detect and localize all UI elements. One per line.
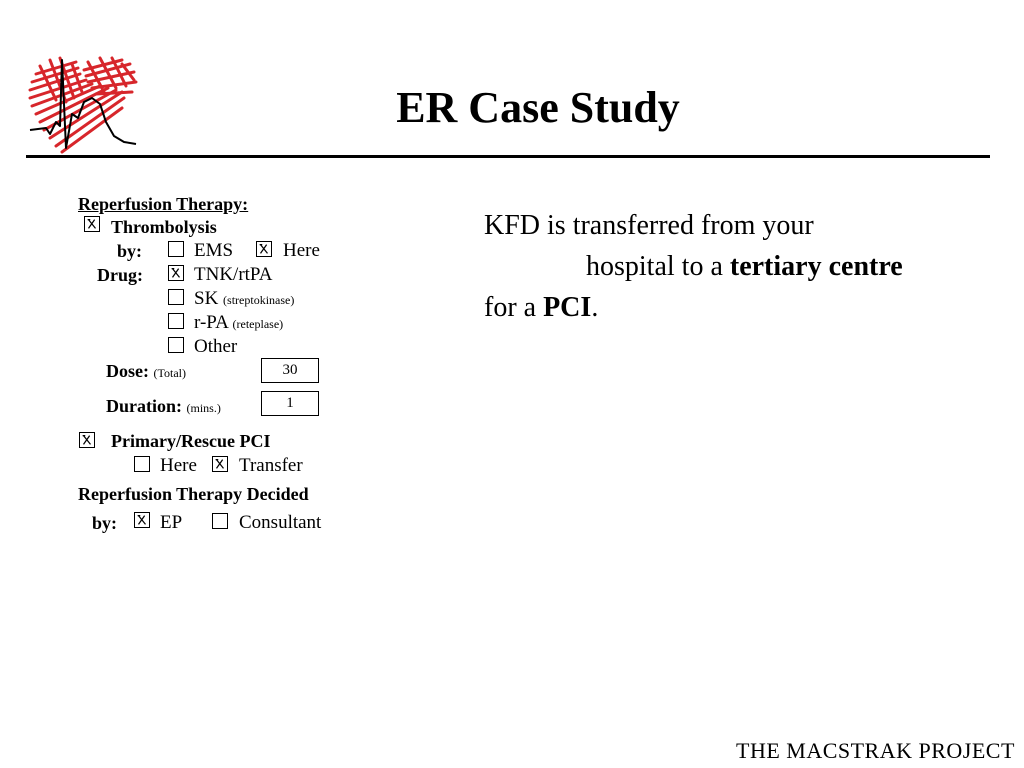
consultant-checkbox[interactable] [212,513,228,529]
narrative-line-3 [484,287,984,328]
dose-field-label [106,361,186,382]
narrative-line-1: KFD is transferred from your [484,210,814,241]
decided-heading: Reperfusion Therapy Decided [78,484,309,504]
ems-checkbox[interactable] [168,241,184,257]
rpa-checkbox[interactable] [168,313,184,329]
check-x-icon [257,242,271,256]
page-title: ER Case Study [396,83,680,132]
other-checkbox[interactable] [168,337,184,353]
narrative-line-3-text: for a [484,292,544,323]
check-x-icon [80,433,94,447]
narrative-text [484,205,984,328]
thrombolysis-label: Thrombolysis [111,217,217,237]
other-label: Other [194,336,238,357]
pci-transfer-label: Transfer [239,455,303,476]
pci-label: Primary/Rescue PCI [111,431,271,451]
rpa-label: r-PA [194,312,228,333]
sk-label: SK [194,288,219,309]
pci-emphasis: PCI [543,292,592,323]
rpa-note: (reteplase) [232,317,284,331]
here-checkbox[interactable] [256,241,272,257]
here-label: Here [283,240,320,261]
narrative-line-2-text: hospital to a [586,251,730,282]
drug-label: Drug: [97,265,143,285]
pci-here-checkbox[interactable] [134,456,150,472]
check-x-icon [135,513,149,527]
reperfusion-heading: Reperfusion Therapy: [78,194,249,214]
dose-input[interactable]: 30 [261,358,319,383]
dose-label: Dose: [106,361,149,381]
decided-by-label: by: [92,513,118,533]
dose-note: (Total) [153,366,186,380]
sk-option [194,288,294,310]
check-x-icon [169,266,183,280]
pci-checkbox[interactable] [79,432,95,448]
tnk-checkbox[interactable] [168,265,184,281]
duration-label: Duration: [106,396,182,416]
duration-note: (mins.) [186,401,221,415]
ep-checkbox[interactable] [134,512,150,528]
tnk-label: TNK/rtPA [194,264,273,285]
pci-transfer-checkbox[interactable] [212,456,228,472]
narrative-line-3-end: . [591,292,599,323]
check-x-icon [213,457,227,471]
ems-label: EMS [194,240,234,261]
pci-here-label: Here [160,455,197,476]
sk-note: (streptokinase) [223,293,295,307]
ep-label: EP [160,512,183,533]
sk-checkbox[interactable] [168,289,184,305]
thrombolysis-checkbox[interactable] [84,216,100,232]
duration-field-label [106,396,221,417]
by-label: by: [117,241,143,261]
rpa-option [194,312,283,334]
duration-input[interactable]: 1 [261,391,319,416]
footer-brand: THE MACSTRAK PROJECT [736,738,1015,763]
tertiary-centre-emphasis: tertiary centre [729,251,903,282]
consultant-label: Consultant [239,512,322,533]
check-x-icon [85,217,99,231]
title-divider [26,155,990,158]
narrative-line-2 [484,246,984,287]
